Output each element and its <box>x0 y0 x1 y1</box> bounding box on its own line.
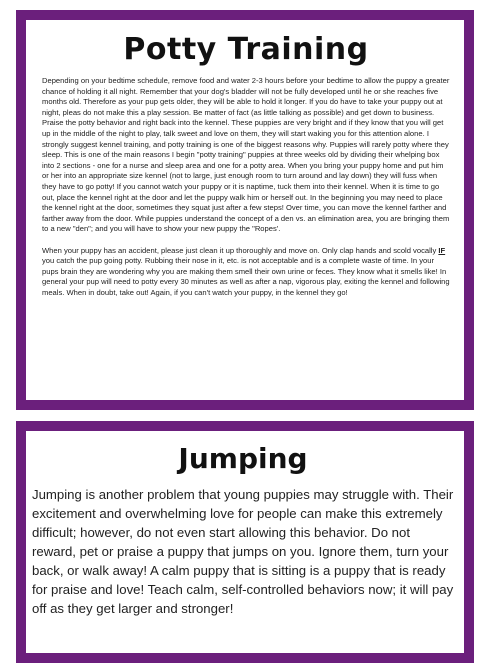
jumping-body <box>32 485 454 618</box>
jumping-title: Jumping <box>178 442 308 475</box>
jumping-paragraph: Jumping is another problem that young puppies may struggle with. Their excitement and overwhelming love for people can make this extremely difficult; however, do not even start allowing this behavior. Do not reward, pet or praise a puppy that jumps on you. Ignore them, turn your back, or walk away! A calm puppy that is sitting is a puppy that is ready for praise and love! Teach calm, self-controlled behaviors now; it will pay off as they get larger and stronger! <box>32 487 454 616</box>
potty-training-title: Potty Training <box>123 32 369 67</box>
potty-training-card <box>16 10 474 410</box>
emphasis-if: IF <box>438 245 446 255</box>
accident-text-after: you catch the pup going potty. Rubbing their nose in it, etc. is not acceptable and is a complete waste of time. In your pups brain they are wondering why you are making them smell their own urine or feces. They know what it smells like! In general your pup will need to potty every 30 minutes as well as after a nap, vigorous play, exiting the kennel and following meals. When in doubt, take out! Again, if you can't watch your puppy, in the kennel they go! <box>42 256 450 297</box>
accident-text-before: When your puppy has an accident, please just clean it up thoroughly and move on. Only clap hands and scold vocally <box>42 245 439 255</box>
jumping-card <box>16 421 474 663</box>
paragraph-spacer <box>42 235 450 246</box>
potty-training-paragraph-2 <box>42 246 450 299</box>
potty-training-paragraph-1: Depending on your bedtime schedule, remove food and water 2-3 hours before your bedtime to allow the puppy a greater chance of holding it all night. Remember that your dog's bladder will not be fully developed until he or she reaches five months old. Therefore as your pup gets older, they will be able to hold it longer. If you do have to take your puppy out at night, pleas do not make this a play session. Be matter of fact (as little talking as possible) and get down to business. Praise the potty behavior and right back into the kennel. These puppies are very bright and if they know that you will get up in the middle of the night to play, talk sweet and love on them, they will start waking you for this attention alone. I strongly suggest kennel training, and potty training is one of the biggest reasons why. Puppies will rarely potty where they sleep. This is one of the main reasons I begin "potty training" puppies at three weeks old by dividing their whelping box into 2 sections - one for a nurse and sleep area and one for a potty area. When you bring your puppy home and put him or her into an appropriate size kennel (not to large, just enough room to turn around and lay down) they will fuss when they have to go potty! If you cannot watch your puppy or it is naptime, tuck them into their kennel. When it is time to go out, place the kennel right at the door and let the puppy walk him or herself out. In the beginning you may need to place the kennel right at the door, sometimes they squat just after a few steps! Over time, you can move the kennel farther and farther away from the door. While puppies understand the concept of a den vs. an elimination area, you are bringing them to a new "den"; and you will have to show your new puppy the "Ropes'. <box>42 76 450 234</box>
potty-training-body <box>42 76 450 298</box>
